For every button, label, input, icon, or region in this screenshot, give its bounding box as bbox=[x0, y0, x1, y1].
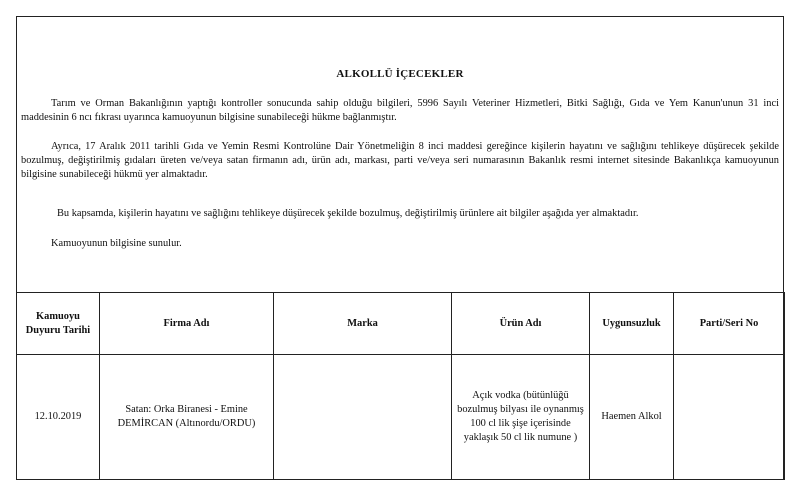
header-brand: Marka bbox=[274, 293, 452, 355]
findings-table bbox=[16, 292, 785, 480]
header-nonconformity: Uygunsuzluk bbox=[590, 293, 674, 355]
header-firm-name: Firma Adı bbox=[100, 293, 274, 355]
table-row bbox=[17, 355, 785, 480]
cell-product: Açık vodka (bütünlüğü bozulmuş bilyası ile oynanmış 100 cl lik şişe içerisinde yaklaşık 50 cl lik numune ) bbox=[452, 355, 590, 480]
cell-firm: Satan: Orka Biranesi - Emine DEMİRCAN (Altınordu/ORDU) bbox=[100, 355, 274, 480]
header-lot-number: Parti/Seri No bbox=[674, 293, 785, 355]
header-product-name: Ürün Adı bbox=[452, 293, 590, 355]
cell-nonconformity: Haemen Alkol bbox=[590, 355, 674, 480]
cell-date: 12.10.2019 bbox=[17, 355, 100, 480]
cell-lot bbox=[674, 355, 785, 480]
paragraph-announcement: Kamuoyunun bilgisine sunulur. bbox=[51, 238, 182, 249]
cell-brand bbox=[274, 355, 452, 480]
table-header-row bbox=[17, 293, 785, 355]
paragraph-regulation: Ayrıca, 17 Aralık 2011 tarihli Gıda ve Yemin Resmi Kontrolüne Dair Yönetmeliğin 8 inci maddesi gereğince kişilerin hayatını ve sağlığını tehlikeye düşürecek şekilde bozulmuş, değiştirilmiş gıdaları üreten ve/veya satan firmanın adı, ürün adı, markası, parti ve/veya seri numarasının Bakanlık resmi internet sitesinde Bakanlıkça kamuoyunun bilgisine sunabileceği hükmü yer almaktadır. bbox=[21, 141, 779, 180]
paragraph-legal-basis: Tarım ve Orman Bakanlığının yaptığı kontroller sonucunda sahip olduğu bilgileri, 5996 Sayılı Veteriner Hizmetleri, Bitki Sağlığı, Gıda ve Yem Kanun'unun 31 inci maddesinin 6 ncı fıkrası uyarınca kamuoyunun bilgisine sunabileceği hükme bağlanmıştır. bbox=[21, 98, 779, 123]
paragraph-scope: Bu kapsamda, kişilerin hayatını ve sağlığını tehlikeye düşürecek şekilde bozulmuş, değiştirilmiş ürünlere ait bilgiler aşağıda yer almaktadır. bbox=[57, 208, 639, 219]
document-title: ALKOLLÜ İÇECEKLER bbox=[336, 68, 464, 80]
header-announcement-date: Kamuoyu Duyuru Tarihi bbox=[17, 293, 100, 355]
